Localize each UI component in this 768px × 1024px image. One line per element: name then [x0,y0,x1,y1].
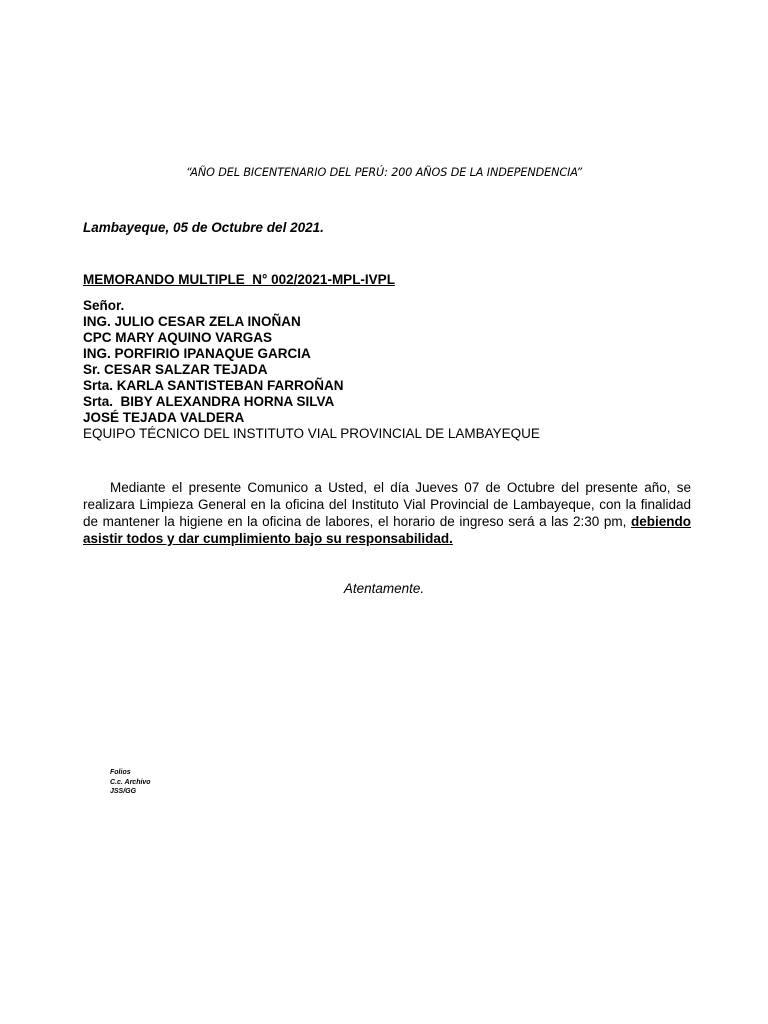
footer-ref-archivo: C.c. Archivo [110,778,151,786]
recipient-line: JOSÉ TEJADA VALDERA [83,410,245,425]
memo-body-text: Mediante el presente Comunico a Usted, el día Jueves 07 de Octubre del presente año, se realizara Limpieza General en la oficina del Instituto Vial Provincial de Lambayeque, con la finalidad de mantener la higiene en la oficina de labores, el horario de ingreso será a las 2:30 pm, [83,480,691,529]
date-line: Lambayeque, 05 de Octubre del 2021. [83,220,324,235]
recipient-line: Srta. KARLA SANTISTEBAN FARROÑAN [83,378,344,393]
team-line: EQUIPO TÉCNICO DEL INSTITUTO VIAL PROVINCIAL DE LAMBAYEQUE [83,426,540,441]
recipient-salutation: Señor. [83,298,125,313]
recipient-line: Sr. CESAR SALZAR TEJADA [83,362,268,377]
footer-ref-folios: Folios [110,769,131,776]
memo-number: MEMORANDO MULTIPLE N° 002/2021-MPL-IVPL [83,272,395,287]
recipient-line: Srta. BIBY ALEXANDRA HORNA SILVA [83,394,335,409]
footer-ref-initials: JSS/GG [110,788,137,795]
recipients-block [83,298,540,442]
recipient-line: CPC MARY AQUINO VARGAS [83,330,273,345]
memo-body-emphasis: debiendo asistir todos y dar cumplimiento bajo su responsabilidad. [83,514,691,546]
closing-text: Atentamente. [343,581,425,596]
footer-references [110,768,151,797]
recipient-line: ING. JULIO CESAR ZELA INOÑAN [83,314,301,329]
recipient-line: ING. PORFIRIO IPANAQUE GARCIA [83,346,311,361]
year-title: “AÑO DEL BICENTENARIO DEL PERÚ: 200 AÑOS DE LA INDEPENDENCIA” [185,166,583,179]
memo-body [83,479,691,547]
